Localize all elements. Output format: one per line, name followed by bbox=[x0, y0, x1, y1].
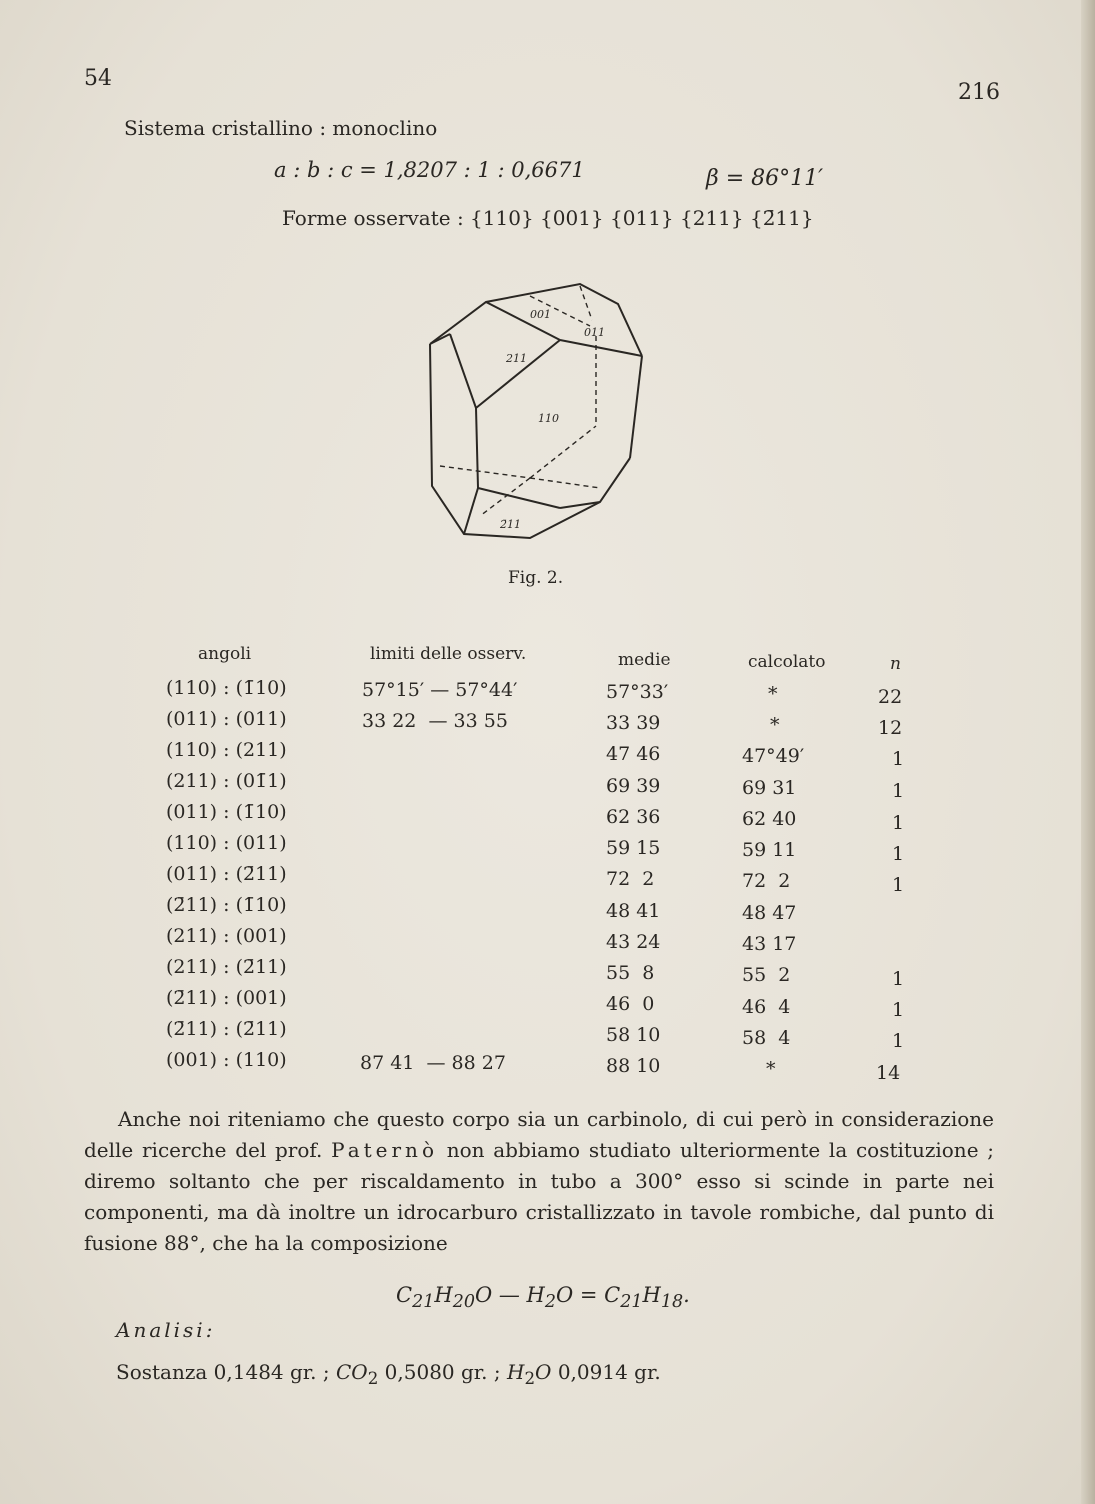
cell-mean: 88 10 bbox=[606, 1055, 661, 1077]
face-label: 110 bbox=[538, 412, 559, 425]
cell-n: 22 bbox=[878, 686, 903, 708]
cell-calc: 58 4 bbox=[742, 1027, 791, 1049]
observed-forms: Forme osservate : {110} {001} {011} {211} {2̄11} bbox=[282, 206, 814, 230]
author-name: Paternò bbox=[331, 1138, 438, 1162]
cell-angle: (211) : (2̄11) bbox=[166, 956, 287, 978]
cell-n: 1 bbox=[892, 748, 905, 770]
analysis-h2o: 0,0914 gr. bbox=[557, 1360, 661, 1384]
cell-mean: 58 10 bbox=[606, 1024, 661, 1046]
table-header-angoli: angoli bbox=[198, 644, 252, 664]
beta-angle: β = 86°11′ bbox=[706, 166, 824, 191]
cell-calc: 43 17 bbox=[742, 933, 797, 955]
axial-ratio: a : b : c = 1,8207 : 1 : 0,6671 bbox=[274, 158, 585, 182]
cell-n: 1 bbox=[892, 999, 905, 1021]
cell-mean: 72 2 bbox=[606, 868, 655, 890]
cell-limits: 57°15′ — 57°44′ bbox=[362, 679, 518, 701]
cell-limits: 87 41 — 88 27 bbox=[360, 1052, 506, 1074]
cell-angle: (211) : (001) bbox=[166, 925, 287, 947]
paragraph-text-b: non abbiamo studiato ulteriormente la costituzione ; diremo soltanto che per riscaldamento in tubo a 300° esso si scinde in parte nei componenti, ma dà inoltre un idrocarburo cristallizzato in tavole rombiche, dal punto di fusione 88°, che ha la composizione bbox=[84, 1138, 994, 1255]
page-number-right: 216 bbox=[958, 80, 1000, 105]
cell-n: 1 bbox=[892, 780, 905, 802]
cell-calc: 48 47 bbox=[742, 902, 797, 924]
cell-calc: 69 31 bbox=[742, 777, 797, 799]
cell-n: 1 bbox=[892, 1030, 905, 1052]
paragraph-text-a: Anche noi riteniamo che questo corpo sia un carbinolo, di cui però in considerazione delle ricerche del prof. bbox=[84, 1107, 994, 1162]
cell-angle: (110) : (1̄10) bbox=[166, 677, 287, 699]
analysis-co2: 0,5080 gr. ; bbox=[384, 1360, 501, 1384]
crystal-figure bbox=[420, 276, 660, 546]
formula-sub: 21 bbox=[412, 1292, 435, 1313]
cell-angle: (211) : (01̄1) bbox=[166, 770, 287, 792]
cell-mean: 57°33′ bbox=[606, 681, 669, 703]
cell-mean: 47 46 bbox=[606, 743, 661, 765]
cell-angle: (011) : (1̄10) bbox=[166, 801, 287, 823]
cell-mean: 59 15 bbox=[606, 837, 661, 859]
cell-calc: * bbox=[766, 1058, 776, 1080]
analysis-sample: Sostanza 0,1484 gr. ; bbox=[116, 1360, 330, 1384]
analysis-heading: Analisi: bbox=[116, 1318, 216, 1342]
cell-mean: 69 39 bbox=[606, 775, 661, 797]
cell-angle: (2̄11) : (001) bbox=[166, 987, 287, 1009]
cell-mean: 43 24 bbox=[606, 931, 661, 953]
formula-sub: 21 bbox=[620, 1292, 643, 1313]
page-edge bbox=[1081, 0, 1095, 1504]
face-label: 2̄11 bbox=[500, 518, 521, 531]
cell-calc: 59 11 bbox=[742, 839, 797, 861]
cell-calc: 62 40 bbox=[742, 808, 797, 830]
figure-outline-bottom bbox=[430, 344, 630, 538]
table-header-calcolato: calcolato bbox=[748, 652, 826, 672]
cell-mean: 46 0 bbox=[606, 993, 655, 1015]
cell-n: 1 bbox=[892, 874, 905, 896]
formula-sub: 20 bbox=[452, 1292, 475, 1313]
cell-angle: (001) : (110) bbox=[166, 1049, 287, 1071]
cell-calc: 55 2 bbox=[742, 964, 791, 986]
cell-limits: 33 22 — 33 55 bbox=[362, 710, 508, 732]
face-label: 011 bbox=[584, 326, 605, 339]
cell-mean: 55 8 bbox=[606, 962, 655, 984]
analysis-line: Sostanza 0,1484 gr. ; $CO_2$ 0,5080 gr. ; $H_2O$ 0,0914 gr. bbox=[116, 1360, 661, 1388]
table-header-n: n bbox=[890, 654, 901, 674]
formula-sub: 18 bbox=[660, 1292, 684, 1313]
cell-n: 1 bbox=[892, 812, 905, 834]
cell-n: 1 bbox=[892, 968, 905, 990]
formula-sub: 2 bbox=[544, 1292, 556, 1313]
cell-calc: 47°49′ bbox=[742, 745, 805, 767]
cell-n: 14 bbox=[876, 1062, 901, 1084]
cell-mean: 62 36 bbox=[606, 806, 661, 828]
cell-angle: (110) : (211) bbox=[166, 739, 287, 761]
crystal-system: Sistema cristallino : monoclino bbox=[124, 116, 438, 140]
chemical-formula: $C_{21}H_{20}O$ — $H_2O = C_{21}H_{18}$. bbox=[396, 1283, 690, 1313]
face-label: 211 bbox=[506, 352, 527, 365]
figure-caption: Fig. 2. bbox=[508, 568, 564, 588]
cell-n: 1 bbox=[892, 843, 905, 865]
cell-calc: 72 2 bbox=[742, 870, 791, 892]
cell-angle: (011) : (2̄11) bbox=[166, 863, 287, 885]
cell-angle: (011) : (011) bbox=[166, 708, 287, 730]
face-label: 001 bbox=[530, 308, 551, 321]
cell-mean: 48 41 bbox=[606, 900, 661, 922]
cell-angle: (2̄11) : (2̄11) bbox=[166, 1018, 287, 1040]
cell-angle: (2̄11) : (1̄10) bbox=[166, 894, 287, 916]
page-number-left: 54 bbox=[84, 66, 112, 91]
cell-mean: 33 39 bbox=[606, 712, 661, 734]
table-header-medie: medie bbox=[618, 650, 671, 670]
body-paragraph bbox=[84, 1104, 994, 1259]
cell-calc: * bbox=[768, 683, 778, 705]
cell-n: 12 bbox=[878, 717, 903, 739]
table-header-limiti: limiti delle osserv. bbox=[370, 644, 527, 664]
cell-angle: (110) : (011) bbox=[166, 832, 287, 854]
cell-calc: * bbox=[770, 714, 780, 736]
cell-calc: 46 4 bbox=[742, 996, 791, 1018]
